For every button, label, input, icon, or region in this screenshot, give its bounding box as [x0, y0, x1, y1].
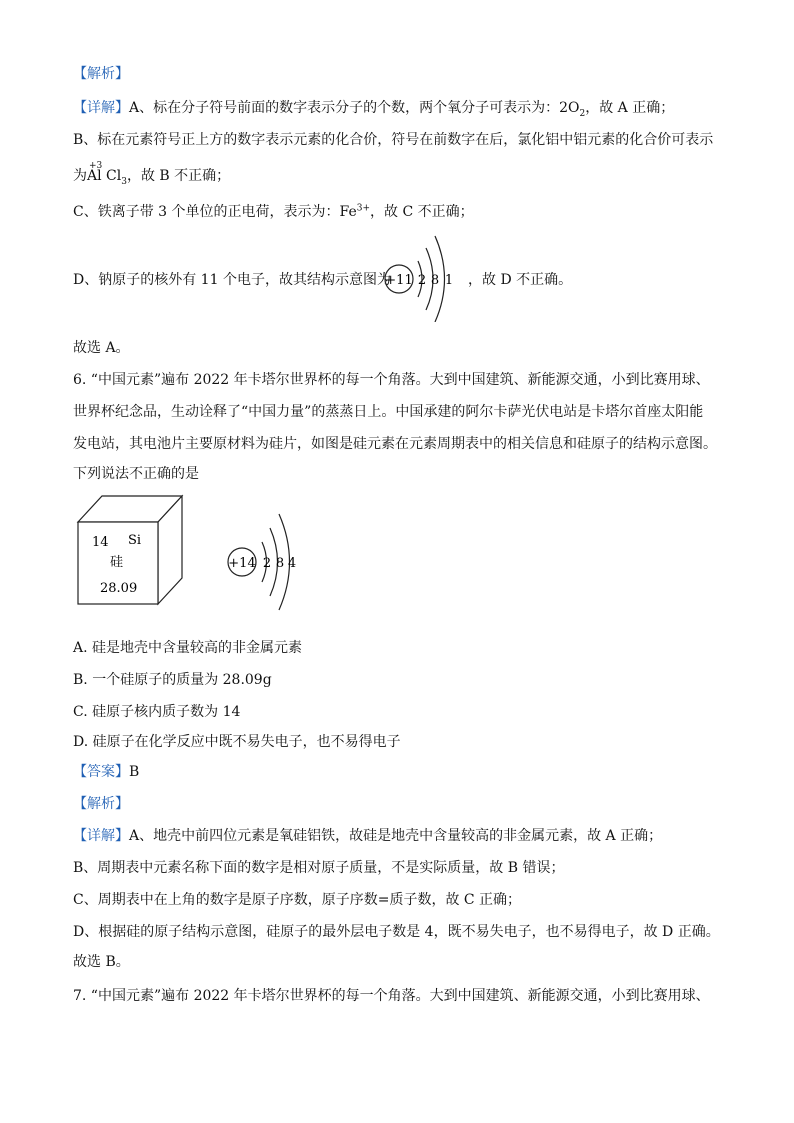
element-number: 14 — [92, 535, 109, 550]
sodium-atom-diagram — [382, 232, 462, 322]
element-symbol: Si — [128, 533, 142, 548]
detail-a-subscript: 2 — [579, 108, 586, 119]
detail-label: 【详解】 — [73, 100, 129, 116]
detail-b2-pre: 为 — [73, 168, 87, 184]
analysis-heading: 【解析】 — [73, 66, 129, 82]
choose-a: 故选 A。 — [73, 340, 130, 356]
answer-value: B — [129, 764, 140, 780]
answer-line — [73, 762, 139, 782]
detail-line-a — [73, 98, 674, 118]
na-shell-3-count: 1 — [444, 273, 454, 288]
q6-analysis-heading: 【解析】 — [73, 796, 129, 812]
q6-detail-d: D、根据硅的原子结构示意图，硅原子的最外层电子数是 4，既不易失电子，也不易得电子，故 D 正确。 — [73, 924, 720, 940]
al-valence: +3 — [89, 161, 103, 171]
option-c: C. 硅原子核内质子数为 14 — [73, 704, 241, 720]
q6-detail-a-text: A、地壳中前四位元素是氧硅铝铁，故硅是地壳中含量较高的非金属元素，故 A 正确； — [129, 828, 663, 844]
detail-a-text: A、标在分子符号前面的数字表示分子的个数，两个氧分子可表示为：2O — [129, 100, 580, 116]
detail-line-b1: B、标在元素符号正上方的数字表示元素的化合价，符号在前数字在后，氯化铝中铝元素的化合价可表示 — [73, 132, 714, 148]
fe-charge: 3+ — [356, 203, 371, 214]
detail-d-pre: D、钠原子的核外有 11 个电子，故其结构示意图为 — [73, 272, 391, 288]
q6-detail-a — [73, 826, 662, 846]
detail-c-end: ，故 C 不正确； — [370, 204, 474, 220]
q6-detail-label: 【详解】 — [73, 828, 129, 844]
silicon-element-card — [76, 494, 186, 606]
choose-b: 故选 B。 — [73, 954, 130, 970]
detail-line-b2 — [73, 161, 231, 187]
na-shell-1-count: 2 — [417, 273, 427, 288]
si-shell-2-count: 8 — [275, 556, 285, 571]
alcl3-formula — [87, 161, 127, 187]
cl-subscript: 3 — [121, 176, 127, 187]
q6-stem-line1: 6. “中国元素”遍布 2022 年卡塔尔世界杯的每一个角落。大到中国建筑、新能源交通，小到比赛用球、 — [73, 372, 710, 388]
detail-a-end: ，故 A 正确； — [585, 100, 675, 116]
na-nucleus-label: +11 — [385, 273, 413, 288]
si-shell-3-count: 4 — [287, 556, 297, 571]
q6-stem-line3: 发电站，其电池片主要原材料为硅片，如图是硅元素在元素周期表中的相关信息和硅原子的结构示意图。 — [73, 436, 717, 452]
q6-stem-line4: 下列说法不正确的是 — [73, 466, 199, 482]
si-shell-1-count: 2 — [262, 556, 272, 571]
element-mass: 28.09 — [100, 581, 138, 596]
cl-symbol: Cl — [106, 168, 122, 184]
detail-d-end: ，故 D 不正确。 — [468, 272, 573, 288]
si-nucleus-label: +14 — [228, 556, 256, 571]
option-d: D. 硅原子在化学反应中既不易失电子，也不易得电子 — [73, 734, 401, 750]
option-a: A. 硅是地壳中含量较高的非金属元素 — [73, 640, 303, 656]
al-symbol: Al — [87, 168, 102, 184]
detail-line-c — [73, 202, 474, 222]
answer-label: 【答案】 — [73, 764, 129, 780]
option-b: B. 一个硅原子的质量为 28.09g — [73, 672, 272, 688]
detail-c-text: C、铁离子带 3 个单位的正电荷，表示为：Fe — [73, 204, 357, 220]
na-shell-2-count: 8 — [430, 273, 440, 288]
q6-detail-b: B、周期表中元素名称下面的数字是相对原子质量，不是实际质量，故 B 错误； — [73, 860, 565, 876]
q6-detail-c: C、周期表中在上角的数字是原子序数，原子序数=质子数，故 C 正确； — [73, 892, 522, 908]
q7-stem-line1: 7. “中国元素”遍布 2022 年卡塔尔世界杯的每一个角落。大到中国建筑、新能源交通，小到比赛用球、 — [73, 988, 710, 1004]
silicon-atom-diagram — [224, 512, 308, 612]
element-name: 硅 — [110, 555, 124, 570]
detail-b2-end: ，故 B 不正确； — [126, 168, 231, 184]
q6-stem-line2: 世界杯纪念品，生动诠释了“中国力量”的蒸蒸日上。中国承建的阿尔卡萨光伏电站是卡塔尔首座太阳能 — [73, 404, 704, 420]
